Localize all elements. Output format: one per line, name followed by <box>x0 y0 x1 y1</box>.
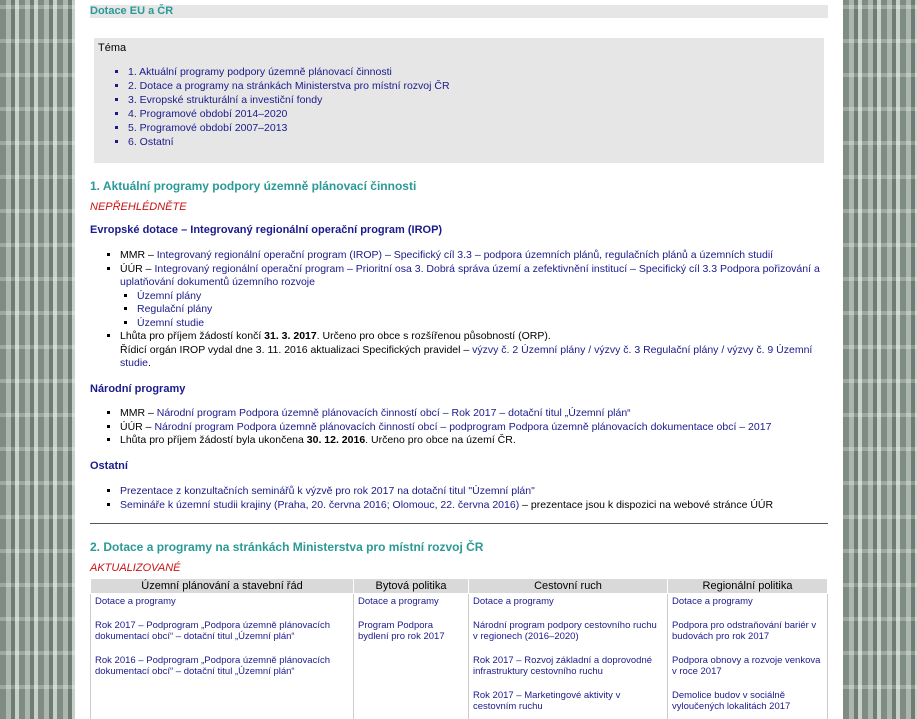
eu-sublist <box>120 290 820 331</box>
side-photo-right <box>843 0 917 719</box>
national-mmr-link[interactable]: Národní program Podpora územně plánovacích činností obcí – Rok 2017 – dotační titul „Územní plán“ <box>156 407 631 419</box>
toc-item[interactable]: ▪ 3. Evropské strukturální a investiční fondy <box>128 93 450 107</box>
section2-notice: AKTUALIZOVANÉ <box>90 562 181 574</box>
landscape-seminar-link[interactable]: Semináře k územní studii krajiny (Praha, 20. června 2016; Olomouc, 22. června 2016) <box>120 498 520 511</box>
main-content <box>75 0 843 719</box>
column-header: Územní plánování a stavební řád <box>91 579 354 594</box>
toc-list <box>114 65 450 149</box>
national-heading: Národní programy <box>90 383 186 395</box>
national-uur-link[interactable]: Národní program Podpora územně plánovacích činností obcí – podprogram Podpora územně plánovacích dokumentace obcí – 2017 <box>154 420 772 433</box>
list-item <box>120 485 820 499</box>
list-item: ▪ Lhůta pro příjem žádostí končí 31. 3. 2017. Určeno pro obce s rozšířenou působností (ORP). Řídicí orgán IROP vydal dne 3. 11. 2016 aktualizaci Specifických pravidel – výzvy č. 2 Územní plány / výzvy č. 3 Regulační plány / výzvy č. 9 Územní studie. <box>120 330 820 371</box>
table-cell <box>354 594 469 719</box>
table-of-contents <box>94 38 824 163</box>
irop-link[interactable]: Integrovaný regionální operační program (IROP) – Specifický cíl 3.3 – podpora územních plánů, regulačních plánů a územních studií <box>156 249 774 261</box>
table-link[interactable]: Podpora obnovy a rozvoje venkova v roce 2017 <box>672 654 821 677</box>
table-link[interactable]: Rok 2017 – Podprogram „Podpora územně plánovacích dokumentací obcí“ – dotační titul „Územní plán“ <box>95 619 331 642</box>
table-link[interactable]: Dotace a programy <box>473 596 554 607</box>
other-heading: Ostatní <box>90 460 128 472</box>
deadline-date: 30. 12. 2016 <box>306 434 366 446</box>
national-list <box>105 407 820 448</box>
divider <box>90 523 828 524</box>
column-header: Regionální politika <box>668 579 828 594</box>
toc-item[interactable]: ▪ 4. Programové období 2014–2020 <box>128 107 450 121</box>
section1-heading: 1. Aktuální programy podpory územně plánovací činnosti <box>90 179 417 193</box>
table-header-row <box>91 579 828 594</box>
table-link[interactable]: Demolice budov v sociálně vyloučených lokalitách 2017 <box>672 689 791 712</box>
toc-item[interactable]: ▪ 1. Aktuální programy podpory územně plánovací činnosti <box>128 65 450 79</box>
irop-uur-link[interactable]: Integrovaný regionální operační program – Prioritní osa 3. Dobrá správa území a zefektivnění institucí – Specifický cíl 3.3 Podpora pořizování a uplatňování dokumentů územního rozvoje <box>120 262 820 288</box>
eu-heading: Evropské dotace – Integrovaný regionální operační program (IROP) <box>90 224 443 236</box>
deadline-date: 31. 3. 2017 <box>264 330 317 342</box>
table-link[interactable]: Dotace a programy <box>95 596 176 607</box>
table-link[interactable]: Rok 2017 – Marketingové aktivity v cestovním ruchu <box>473 689 621 712</box>
list-item: ▪ Semináře k územní studii krajiny (Praha, 20. června 2016; Olomouc, 22. června 2016) – prezentace jsou k dispozici na webové stránce ÚÚR <box>120 499 820 513</box>
toc-item[interactable]: ▪ 2. Dotace a programy na stránkách Ministerstva pro místní rozvoj ČR <box>128 79 450 93</box>
programs-table <box>90 578 828 719</box>
list-item: ▪ Lhůta pro příjem žádostí byla ukončena 30. 12. 2016. Určeno pro obce na území ČR. <box>120 434 820 448</box>
table-link[interactable]: Rok 2016 – Podprogram „Podpora územně plánovacích dokumentací obcí“ – dotační titul „Územní plán“ <box>95 654 331 677</box>
table-row <box>91 594 828 719</box>
table-cell <box>668 594 828 719</box>
list-item: ▪ ÚÚR – Integrovaný regionální operační program – Prioritní osa 3. Dobrá správa území a zefektivnění institucí – Specifický cíl 3.3 Podpora pořizování a uplatňování dokumentů územního rozvoje ▪ Územní plány ▪ Regulační plány ▪ Územní studie <box>120 263 820 331</box>
table-link[interactable]: Národní program podpory cestovního ruchu v regionech (2016–2020) <box>473 619 657 642</box>
toc-title: Téma <box>98 42 127 54</box>
section1-notice: NEPŘEHLÉDNĚTE <box>90 201 187 213</box>
column-header: Cestovní ruch <box>469 579 668 594</box>
section2-heading: 2. Dotace a programy na stránkách Ministerstva pro místní rozvoj ČR <box>90 540 484 554</box>
list-item[interactable]: ▪ Regulační plány <box>137 303 820 317</box>
list-item[interactable]: ▪ Územní plány <box>137 290 820 304</box>
table-link[interactable]: Dotace a programy <box>672 596 753 607</box>
table-cell <box>91 594 354 719</box>
toc-item[interactable]: ▪ 5. Programové období 2007–2013 <box>128 121 450 135</box>
list-item[interactable]: ▪ Územní studie <box>137 317 820 331</box>
list-item: ▪ ÚÚR – Národní program Podpora územně plánovacích činností obcí – podprogram Podpora územně plánovacích dokumentace obcí – 2017 <box>120 421 820 435</box>
seminar-presentations-link[interactable]: Prezentace z konzultačních seminářů k výzvě pro rok 2017 na dotační titul "Územní plán" <box>120 485 535 497</box>
toc-item[interactable]: ▪ 6. Ostatní <box>128 135 450 149</box>
page-title: Dotace EU a ČR <box>90 5 828 18</box>
irop-rules-link[interactable]: výzvy č. 2 Územní plány / výzvy č. 3 Regulační plány / výzvy č. 9 Územní studie <box>120 343 813 369</box>
column-header: Bytová politika <box>354 579 469 594</box>
table-link[interactable]: Program Podpora bydlení pro rok 2017 <box>358 619 445 642</box>
table-cell <box>469 594 668 719</box>
table-link[interactable]: Dotace a programy <box>358 596 439 607</box>
eu-list <box>105 249 820 371</box>
list-item: ▪ MMR – Integrovaný regionální operační program (IROP) – Specifický cíl 3.3 – podpora územních plánů, regulačních plánů a územních studií <box>120 249 820 263</box>
list-item: ▪ MMR – Národní program Podpora územně plánovacích činností obcí – Rok 2017 – dotační titul „Územní plán“ <box>120 407 820 421</box>
side-photo-left <box>0 0 75 719</box>
other-list <box>105 485 820 512</box>
table-link[interactable]: Rok 2017 – Rozvoj základní a doprovodné infrastruktury cestovního ruchu <box>473 654 653 677</box>
table-link[interactable]: Podpora pro odstraňování bariér v budovách pro rok 2017 <box>672 619 817 642</box>
